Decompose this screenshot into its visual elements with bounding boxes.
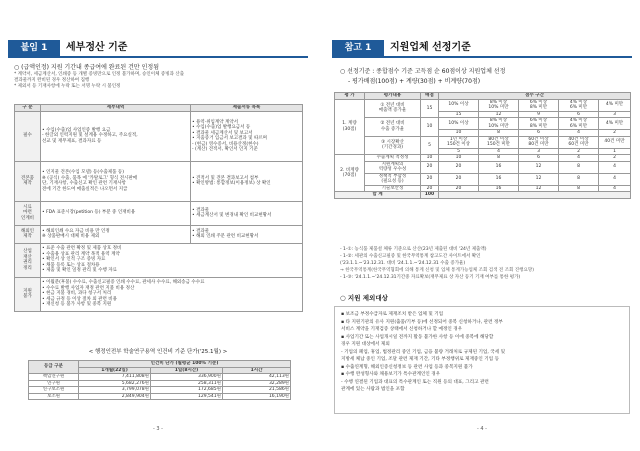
row-category: 필수: [23, 133, 32, 139]
eval-item: 수출계획 적정성: [365, 155, 421, 162]
note-line: - 1-③: '24.1.1.~'24.12.31기간중 자료확보(재무제표 상 자산 등기 기재 여부를 통한 평가): [340, 275, 521, 280]
table-row: [335, 173, 631, 185]
exclusion-title: ○ 지원 제외대상: [340, 294, 388, 302]
eval-cell: 4% 이상 6% 미만: [569, 99, 588, 110]
wage-cell: 연구보조원: [29, 387, 79, 394]
row-category: 시료 마련 인계비: [20, 204, 35, 221]
table-row: [15, 277, 303, 311]
eval-cell: 2: [599, 155, 631, 162]
left-intro-sub-3: * 제외서 등 기재사항에 누락 또는 서명 누락 시 불인정: [14, 84, 121, 89]
eval-cell: 1: [599, 148, 631, 155]
eval-cell: 6: [519, 155, 559, 162]
wage-cell: 32,289원: [223, 380, 291, 387]
eval-cell: 4: [559, 155, 599, 162]
row-detail: • 표준 수출 관련 확정 및 제품 상호 정비 • 수출용 상표 관리 계약 목적 용역 계약 • 확인서 상 인적 구조 증빙 자료 • 채품 등록 또는 상표 절차용 • 제출 및 확인 일정 관리 및 수행 자료: [42, 246, 122, 274]
eval-cell: 2: [599, 130, 631, 137]
list-item: ▪ 타 지원기관의 유사 지원(출품/기부 등)에 선정되어 중복 신청하거나, 관련 정부: [341, 319, 503, 325]
wage-cell: 258,311원: [151, 380, 223, 387]
eval-cell: 12: [519, 173, 559, 185]
eval-item: ① 전년 대비 매출액 증가율: [378, 102, 407, 114]
list-item: 서비스 계약을 기재검증 상태에서 신청하거나 할 예정인 경우: [341, 327, 463, 332]
eval-cell: 3: [599, 111, 631, 118]
exclusion-box: [334, 306, 630, 414]
eval-cell: 5: [439, 148, 479, 155]
table-row: [29, 393, 291, 400]
eval-score: 15: [421, 99, 439, 118]
list-item: ▪ 수출연계형, 해외인증신청정보 등 관련 사업 등과 중복지원 불가: [341, 364, 473, 370]
eval-score: 5: [421, 136, 439, 155]
eval-score: 10: [421, 118, 439, 137]
eval-cell: 2: [559, 148, 599, 155]
row-category: 지원 불가: [23, 288, 32, 299]
table-row: [15, 243, 303, 277]
row-detail: • 수입(수출)업 사업인증 발행 요금 - 한글외 인력지원 및 설계용 수정하고, 주요실적, 선교 및 재무제표, 결과자료 등: [42, 127, 138, 144]
eval-cell: 4% 미만: [599, 99, 631, 111]
col-header-docs: 제출서류 목록: [191, 105, 303, 112]
eval-item: 지원계획의 역량성 우수성: [378, 161, 407, 172]
list-item: ▪ 사업기간 또는 사업개시일 전까지 활동 불가한 사항 등 이에 중복에 해당할: [341, 334, 494, 340]
table-row: [15, 161, 303, 201]
eval-total-label: 합 계: [335, 192, 421, 199]
eval-score: 20: [421, 185, 439, 192]
right-badge: 참고 1: [332, 40, 384, 56]
eval-cell: 12: [519, 161, 559, 173]
eval-cell: 40건 이상 60건 미만: [568, 136, 589, 147]
right-page-number: - 4 -: [477, 426, 487, 432]
wage-cell: 책임연구원: [29, 374, 79, 381]
eval-cell: 8: [559, 185, 599, 192]
eval-cell: 8% 이상 10% 미만: [488, 118, 509, 129]
eval-cell: 16: [479, 161, 519, 173]
eval-cell: 4: [479, 148, 519, 155]
row-docs: • 결과물 • 세금계산서 및 변경내 확인 비교현황서: [192, 207, 272, 218]
wage-cell: 21,586원: [223, 387, 291, 394]
table-row: [335, 161, 631, 173]
right-page: [332, 8, 632, 440]
eval-cell: 6: [519, 130, 559, 137]
wage-cell: 2,849,904원: [79, 393, 151, 400]
list-item: 경우 지원 대상에서 제외: [341, 342, 390, 347]
eval-item: ③ 시장확산 (기간경과): [381, 139, 404, 151]
eval-cell: 4% 이상 6% 미만: [569, 118, 588, 129]
eval-cell: 3: [519, 148, 559, 155]
eval-item: 기술보안성: [365, 185, 421, 192]
row-category: 견본품 제작: [20, 175, 35, 186]
row-docs: • 결과물 • 해외 인쇄 주문 관련 비교현황서: [192, 228, 259, 239]
eval-cell: 4: [599, 161, 631, 173]
eval-cell: 16: [479, 185, 519, 192]
eval-cell: 16: [479, 173, 519, 185]
eval-cell: 1년 이상 150건 이상: [446, 136, 471, 147]
eval-cell: 60건 이상 80건 미만: [528, 136, 549, 147]
row-detail: • 해외인쇄 수요 자금 비용 만 인정 ※ 상품판매시 대체 비용 제외: [42, 228, 110, 239]
wage-header-hour: 1시간: [223, 367, 291, 374]
wage-table-title: < 행정인전부 학술연구용역 인건비 기준 단가('25.1월) >: [88, 349, 228, 355]
eval-header-content: 평가내용: [365, 93, 421, 100]
row-detail: • 이월분(후불) 수수료, 수출신고필증 인쇄 수수료, 관세사 수수료, 해외송금 수수료 • 수수료 발행 사업자 재정 관련 지불 비용 정산 • 현금 지불 경비, 과다 청구서 처리 • 세금 규정 등 이상 절차 외 관련 비용 • 재신청 등 불가 사항 및 중복 지원: [42, 280, 205, 308]
eval-item: ② 전년 대비 수출 증가율: [380, 121, 405, 132]
left-page: [8, 8, 308, 440]
right-notes: [340, 246, 628, 281]
wage-header-month: 1개월(22일): [79, 367, 151, 374]
row-detail: • FDA 표준시장(petition 등) 부분 중 인재비용: [42, 210, 136, 216]
left-intro: [14, 64, 304, 90]
right-intro-main: ○ 선정기준 : 종합점수 기준 고득점 순 60점이상 지원업체 선정: [340, 68, 506, 75]
note-line: ('23.1.1.~'23.12.31. 대비 '24.1.1.~'24.12.31 수출 증가율): [340, 261, 466, 266]
eval-cell: 4: [599, 173, 631, 185]
wage-cell: 보조원: [29, 393, 79, 400]
eval-cell: 10: [439, 155, 479, 162]
wage-cell: 42,113원: [223, 374, 291, 381]
left-intro-sub-2: 결과물까지 완비된 경우 정산하여 집행: [14, 78, 90, 83]
eval-cell: 20: [439, 185, 479, 192]
row-detail: • 인지물 견본(수입 모델) 등(수출제품 등) ※ (공식) 수출, 품목 예 '카탈로그' 형식 전시판매 단, 기재사항, 수출신고 확인 관련 기재사항 전에 기간 한도여 매출실적은 나오면서 지급: [42, 170, 138, 192]
eval-cell: 12: [519, 185, 559, 192]
list-item: ▪ 보조금 부정수급자로 제재조치 받은 업체 및 기업: [341, 312, 444, 317]
wage-cell: 172,685원: [151, 387, 223, 394]
right-title-rule: [332, 56, 632, 58]
wage-table: [28, 360, 291, 400]
eval-cell: 80건 이상 150건 미만: [486, 136, 511, 147]
settlement-table: [14, 104, 303, 312]
eval-category: 2. 비계량 (70점): [340, 167, 359, 178]
eval-cell: 4: [559, 130, 599, 137]
left-badge: 붙임 1: [8, 40, 60, 56]
eval-cell: 9: [519, 111, 559, 118]
eval-cell: 10: [439, 130, 479, 137]
eval-item: 정책적 부합성 (필요성 등): [378, 173, 407, 184]
wage-header-day: 1일(8시간): [151, 367, 223, 374]
list-item: 관계에 있는 사람과 법인을 포함: [341, 387, 405, 392]
eval-cell: 8: [479, 130, 519, 137]
eval-cell: 8: [559, 161, 599, 173]
col-header-category: 구 분: [15, 105, 41, 112]
table-row: [335, 192, 631, 199]
table-row: [335, 99, 631, 111]
eval-cell: 15: [439, 111, 479, 118]
wage-cell: 5,682,276원: [79, 380, 151, 387]
eval-cell: 8% 이상 10% 미만: [488, 99, 509, 110]
wage-cell: 336,900원: [151, 374, 223, 381]
eval-cell: 12: [479, 111, 519, 118]
left-title-bar: [8, 38, 308, 58]
table-row: [335, 136, 631, 148]
eval-cell: 4: [599, 185, 631, 192]
note-line: - 1-①: 농식품 제품설 체류 기준으로 산산(23년 제출된 대비 '24년 제출액): [340, 247, 487, 252]
eval-cell: 20: [439, 161, 479, 173]
table-row: [15, 201, 303, 225]
wage-cell: 연구원: [29, 380, 79, 387]
table-row: [15, 225, 303, 243]
row-docs: • 용역·위임계약 계약서 • 수입(수출)업 발행요금서 등 • 결과물 세금계산서 및 보고서 • 지출증거 입금서 보고결과 및 따르며 - (현금) 영수증서, 비용산정(현수) - (계산) 견적서, 확인서 인지 기준: [192, 119, 268, 152]
left-intro-main: ○ (급액인정) 지원 기간내 종급여에 완료된 건만 인정됨: [14, 64, 159, 71]
eval-score: 10: [421, 155, 439, 162]
eval-score: 20: [421, 161, 439, 173]
eval-header-range: 점수 구간: [439, 93, 631, 100]
right-intro-sub: - 평가배점(100점) + 계량(30점) + 비계량(70점): [348, 78, 481, 85]
eval-cell: 10% 이상: [439, 99, 479, 111]
eval-cell: 6: [559, 111, 599, 118]
wage-cell: 7,411,808원: [79, 374, 151, 381]
row-docs: • 견적서 및 견본 결과보고서 첨부 • 확인방법: 통합정보(이용정보) 상 확인: [192, 175, 271, 186]
eval-cell: 6% 이상 8% 미만: [529, 118, 548, 129]
eval-cell: 8: [559, 173, 599, 185]
wage-cell: 129,541원: [151, 393, 223, 400]
wage-cell: 3,799,078원: [79, 387, 151, 394]
eval-total-blank: [439, 192, 631, 199]
row-category: 산업 재산 권리 정리: [23, 249, 32, 271]
eval-header-score: 배점: [421, 93, 439, 100]
wage-header-grade: 등급 구분: [29, 361, 79, 374]
list-item: - 기업의 폐업, 휴업, 법정관리 중인 기업, 금융 불량 거래처로 규제된 기업, 국세 및: [341, 349, 506, 355]
note-line: → 한국무역통계(한국무역협회에 의해 통계 신청 및 업체 통계가능업체 조회 검색 전 조회 진행요망): [340, 268, 534, 273]
eval-cell: 40건 미만: [599, 136, 631, 148]
wage-cell: 16,190원: [223, 393, 291, 400]
eval-cell: 20: [439, 173, 479, 185]
list-item: ▪ 수행 완성형사와 채용보기가 특수관계인인 경우: [341, 372, 441, 377]
col-header-detail: 세부내역: [41, 105, 191, 112]
row-category: 해외인 제작: [20, 228, 35, 239]
eval-cell: 4% 미만: [599, 118, 631, 130]
left-page-title: 세부정산 기준: [66, 42, 128, 53]
eval-cell: 6% 이상 8% 미만: [529, 99, 548, 110]
right-page-title: 지원업체 선정기준: [390, 42, 471, 53]
right-intro: [340, 68, 630, 86]
list-item: - 수행 연결된 기업과 대표의 특수관계인 또는 직원 등의 대표, 그리고 관련: [341, 379, 489, 385]
eval-cell: 8: [479, 155, 519, 162]
table-row: [15, 111, 303, 161]
right-title-bar: [332, 38, 632, 58]
eval-score: 20: [421, 173, 439, 185]
eval-category: 1. 계량 (30점): [342, 121, 357, 132]
eval-header-category: 평 가: [335, 93, 365, 100]
left-title-rule: [8, 56, 308, 58]
evaluation-table: [334, 92, 631, 199]
list-item: 지방세 체납 중인 기업, 조달 관련 제재 기간, 기타 부정행위로 제재중인 기업 등: [341, 357, 500, 362]
eval-cell: 10% 이상: [439, 118, 479, 130]
note-line: - 1-②: 세관의 수출신고필증 및 한국무역통계 참고도간 사이트에서 확인: [340, 254, 481, 259]
table-row: [335, 118, 631, 130]
left-intro-sub-1: * 계약서, 세금계산서, 인쇄증 등 개별 증빙만으로 인정 불가하며, 승인이체 증빙과 산출: [14, 72, 185, 77]
wage-header-group: 인건비 단가 (월평균 100% 기준): [79, 361, 291, 368]
exclusion-list: [341, 311, 625, 394]
eval-total-score: 100: [421, 192, 439, 199]
left-page-number: - 3 -: [153, 426, 163, 432]
